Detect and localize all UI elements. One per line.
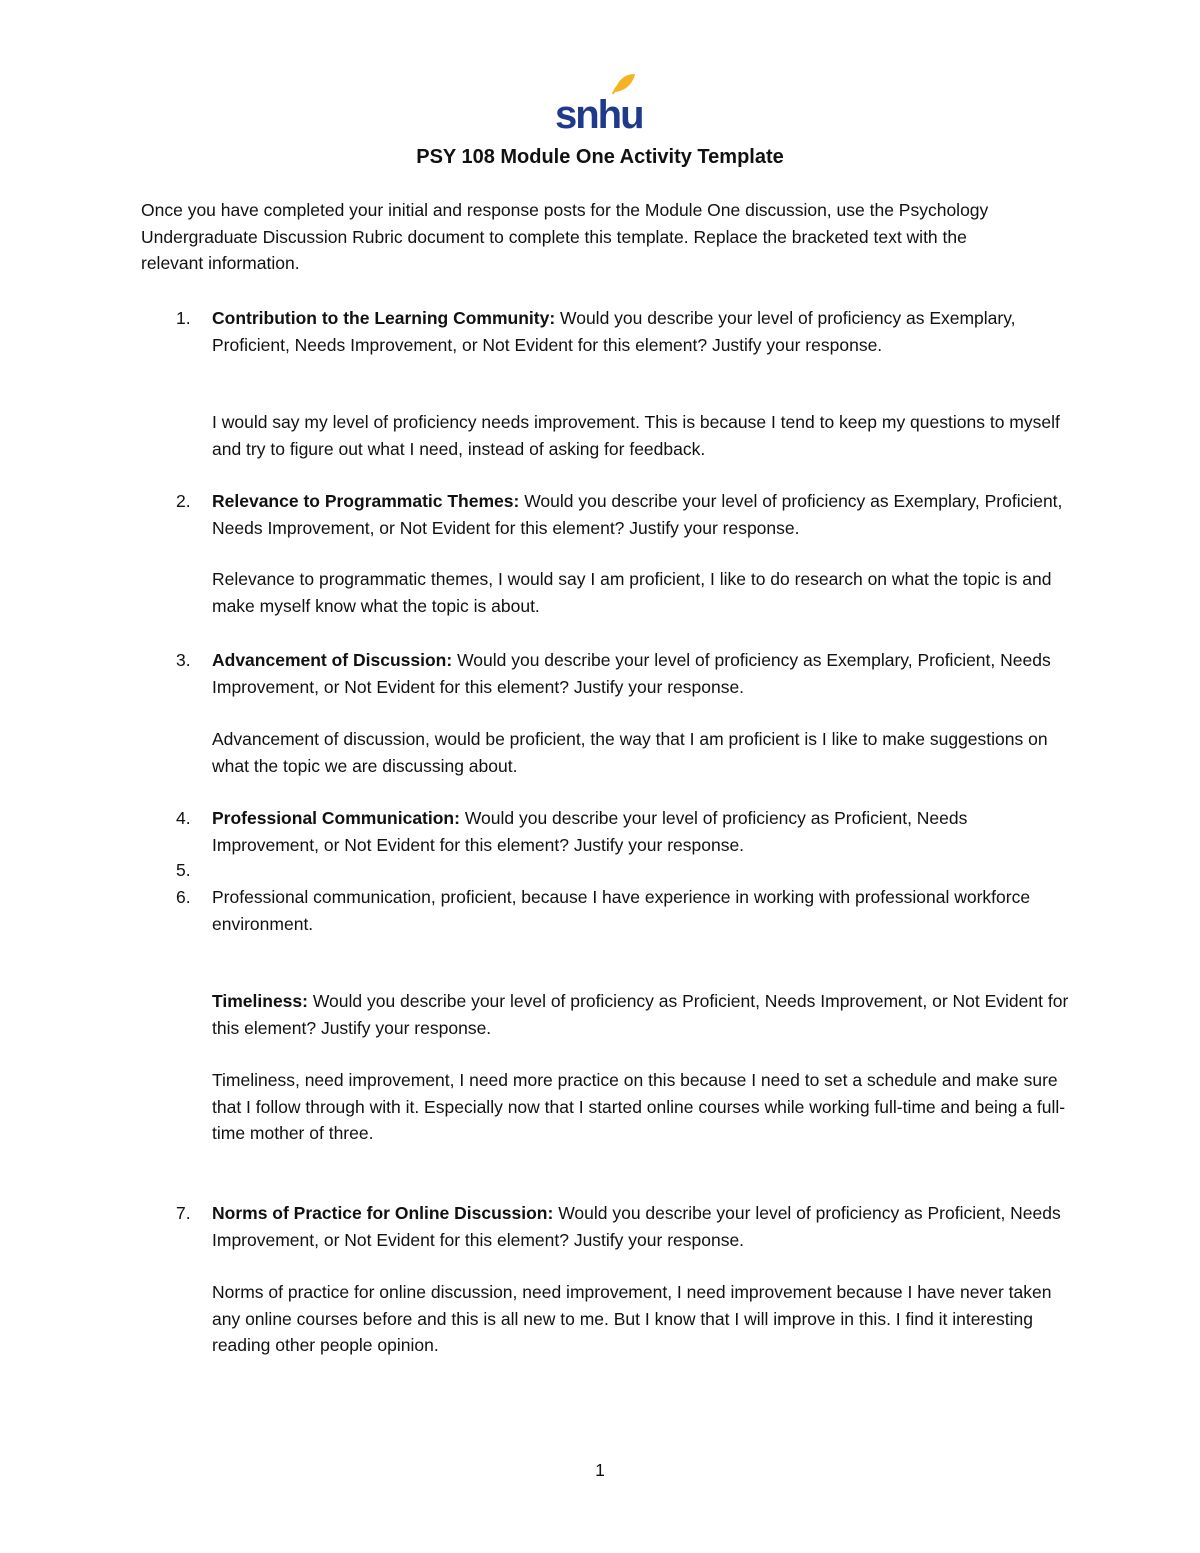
list-number: 5. [176, 860, 191, 880]
logo-text: snhu [555, 93, 643, 134]
item-response: Professional communication, proficient, because I have experience in working with professional workforce environment. [212, 887, 1031, 934]
item-prompt: Would you describe your level of proficiency as Exemplary, Proficient, Needs Improvement, or Not Evident for this element? Justify your response. [212, 650, 1051, 697]
item-prompt: Would you describe your level of proficiency as Proficient, Needs Improvement, or Not Evident for this element? Justify your response. [212, 808, 968, 855]
item-response: Timeliness, need improvement, I need more practice on this because I need to set a schedule and make sure that I follow through with it. Especially now that I started online courses while working full-time and being a full-time mother of three. [212, 1070, 1066, 1143]
list-number: 7. [176, 1203, 191, 1223]
item-label: Timeliness: [212, 991, 308, 1011]
item-response: Norms of practice for online discussion, need improvement, I need improvement because I have never taken any online courses before and this is all new to me. But I know that I will improve in this. I find it interesting reading other people opinion. [212, 1282, 1052, 1355]
item-prompt: Would you describe your level of proficiency as Exemplary, Proficient, Needs Improvement, or Not Evident for this element? Justify your response. [212, 308, 1016, 355]
list-number: 3. [176, 650, 191, 670]
list-number: 1. [176, 308, 191, 328]
page-number: 1 [595, 1460, 605, 1480]
item-label: Advancement of Discussion: [212, 650, 453, 670]
list-number: 6. [176, 887, 191, 907]
snhu-logo [553, 72, 643, 134]
list-item-prompt [212, 1200, 1072, 1253]
item-prompt: Would you describe your level of proficiency as Exemplary, Proficient, Needs Improvement, or Not Evident for this element? Justify your response. [212, 491, 1063, 538]
list-number: 4. [176, 808, 191, 828]
list-number: 2. [176, 491, 191, 511]
item-response: Advancement of discussion, would be proficient, the way that I am proficient is I like to make suggestions on what the topic we are discussing about. [212, 729, 1048, 776]
intro-paragraph: Once you have completed your initial and response posts for the Module One discussion, use the Psychology Undergraduate Discussion Rubric document to complete this template. Replace the bracketed text with the relevant information. [141, 200, 989, 273]
item-prompt: Would you describe your level of proficiency as Proficient, Needs Improvement, or Not Evident for this element? Justify your response. [212, 1203, 1061, 1250]
item-label: Contribution to the Learning Community: [212, 308, 556, 328]
item-label: Norms of Practice for Online Discussion: [212, 1203, 554, 1223]
list-item-prompt [212, 488, 1072, 541]
list-item-prompt [212, 988, 1072, 1041]
list-item-prompt [212, 305, 1072, 358]
item-label: Relevance to Programmatic Themes: [212, 491, 520, 511]
item-prompt: Would you describe your level of proficiency as Proficient, Needs Improvement, or Not Evident for this element? Justify your response. [212, 991, 1069, 1038]
item-label: Professional Communication: [212, 808, 460, 828]
item-response: Relevance to programmatic themes, I would say I am proficient, I like to do research on what the topic is and make myself know what the topic is about. [212, 569, 1052, 616]
list-item-prompt [212, 805, 1072, 858]
document-title: PSY 108 Module One Activity Template [416, 146, 784, 168]
list-item-prompt [212, 647, 1072, 700]
item-response: I would say my level of proficiency needs improvement. This is because I tend to keep my questions to myself and try to figure out what I need, instead of asking for feedback. [212, 412, 1060, 459]
